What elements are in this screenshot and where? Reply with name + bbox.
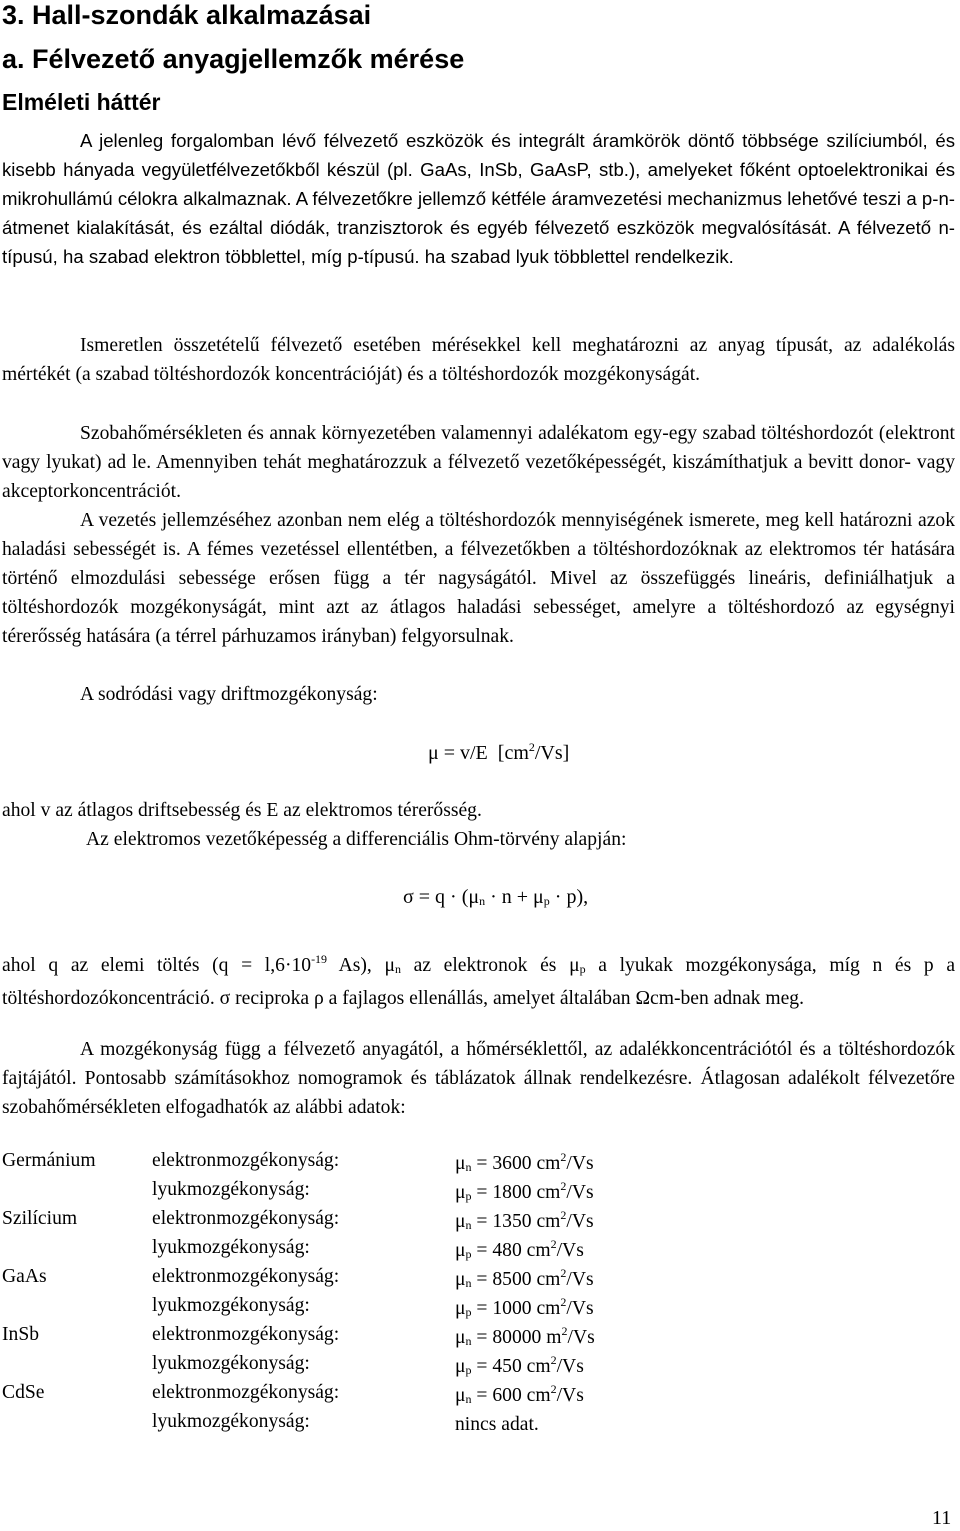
value-number: nincs adat. — [455, 1414, 539, 1435]
property-cell: lyukmozgékonyság: — [152, 1295, 310, 1316]
material-cell: GaAs — [2, 1266, 47, 1287]
property-cell: lyukmozgékonyság: — [152, 1353, 310, 1374]
formula-conductivity-sub-p: p — [543, 894, 550, 908]
mu-symbol: μ — [455, 1327, 466, 1348]
paragraph-mobility-dependence: A mozgékonyság függ a félvezető anyagától, a hőmérséklettől, az adalékkoncentrációtól és a töltéshordozók fajtájától. Pontosabb számításokhoz nomogramok és táblázatok állnak rendelkezésre. Átlagosan adalékolt félvezetőre szobahőmérsékleten elfogadhatók az alábbi adatok: — [2, 1039, 955, 1119]
paragraph-drift-mobility: A sodródási vagy driftmozgékonyság: — [80, 684, 378, 705]
chapter-heading: 3. Hall-szondák alkalmazásai — [2, 0, 372, 30]
mu-symbol: μ — [455, 1356, 466, 1377]
paragraph-charge-definition — [2, 945, 955, 1013]
formula-conductivity-a: σ = q · (μ — [403, 886, 480, 908]
formula-conductivity-c: · p), — [549, 886, 589, 908]
property-cell: lyukmozgékonyság: — [152, 1179, 310, 1200]
value-number: = 600 cm — [471, 1385, 551, 1406]
value-unit: /Vs — [566, 1182, 594, 1203]
value-exponent: 2 — [561, 1324, 568, 1338]
formula-mobility-unit-open: [cm — [497, 742, 529, 764]
formula-conductivity-b: · n + μ — [485, 886, 544, 908]
formula-mobility-unit-exp: 2 — [528, 740, 535, 754]
value-number: = 3600 cm — [471, 1153, 561, 1174]
value-exponent: 2 — [560, 1208, 567, 1222]
mu-symbol: μ — [455, 1211, 466, 1232]
value-cell — [455, 1237, 584, 1262]
mu-symbol: μ — [455, 1153, 466, 1174]
value-cell — [455, 1179, 594, 1204]
table-row — [0, 1208, 960, 1237]
material-cell: Szilícium — [2, 1208, 78, 1229]
charge-text-e: az elektronok és μ — [400, 955, 580, 976]
table-row — [0, 1266, 960, 1295]
material-cell: InSb — [2, 1324, 40, 1345]
mu-symbol: μ — [455, 1298, 466, 1319]
value-cell — [455, 1382, 584, 1407]
value-exponent: 2 — [560, 1266, 567, 1280]
value-cell — [455, 1295, 594, 1320]
paragraph-pn-junction: A félvezetőkre jellemző kétféle áramvezetési mechanizmus lehetővé teszi a p-n-átmenet kialakítását, és ezáltal diódák, tranzisztorok és egyéb félvezető eszközök megvalósítását. A félvezető n-típusú, ha szabad elektron többlettel, míg p-típusú. ha szabad lyuk többlettel rendelkezik. — [2, 188, 955, 268]
value-number: = 480 cm — [471, 1240, 551, 1261]
table-row — [0, 1150, 960, 1179]
table-row — [0, 1382, 960, 1411]
value-cell — [455, 1353, 584, 1378]
value-cell — [455, 1150, 594, 1175]
value-unit: /Vs — [566, 1211, 594, 1232]
charge-sub-p: p — [579, 962, 586, 976]
subsection-heading: Elméleti háttér — [2, 89, 161, 115]
formula-mobility-lhs: μ = v/E — [428, 742, 488, 764]
charge-text-d: As), μ — [327, 955, 395, 976]
property-cell: elektronmozgékonyság: — [152, 1208, 340, 1229]
paragraph-room-temperature: Szobahőmérsékleten és annak környezetében valamennyi adalékatom egy-egy szabad töltéshordozót (elektront vagy lyukat) ad le. Amennyiben tehát meghatározzuk a félvezető vezetőképességét, kiszámíthatjuk a bevitt donor- vagy akceptorkoncentrációt. — [2, 423, 955, 503]
mu-symbol: μ — [455, 1182, 466, 1203]
material-cell: Germánium — [2, 1150, 96, 1171]
paragraph-ohm-law: Az elektromos vezetőképesség a differenciális Ohm-törvény alapján: — [86, 829, 627, 850]
property-cell: lyukmozgékonyság: — [152, 1237, 310, 1258]
value-number: = 80000 m — [471, 1327, 562, 1348]
material-cell: CdSe — [2, 1382, 45, 1403]
mu-subscript: n — [465, 1276, 472, 1290]
mu-symbol: μ — [455, 1385, 466, 1406]
table-row — [0, 1179, 960, 1208]
charge-text-a: ahol q az elemi töltés (q = l,6 — [2, 955, 285, 976]
value-number: = 1800 cm — [471, 1182, 561, 1203]
value-cell — [455, 1411, 539, 1436]
charge-exponent: -19 — [311, 952, 328, 966]
property-cell: lyukmozgékonyság: — [152, 1411, 310, 1432]
property-cell: elektronmozgékonyság: — [152, 1382, 340, 1403]
paragraph-mobility: A vezetés jellemzéséhez azonban nem elég a töltéshordozók mennyiségének ismerete, meg kell határozni azok haladási sebességét is. A fémes vezetéssel ellentétben, a félvezetőkben a töltéshordozóknak az elektromos tér hatására történő elmozdulási sebessége erősen függ a tér nagyságától. Mivel az összefüggés lineáris, definiálhatjuk a töltéshordozók mozgékonyságát, mint azt az átlagos haladási sebességet, amelyre a töltéshordozó az egységnyi térerősség hatására (a térrel párhuzamos irányban) felgyorsulnak. — [2, 510, 955, 648]
mu-subscript: p — [465, 1189, 472, 1203]
value-exponent: 2 — [550, 1382, 557, 1396]
mu-subscript: n — [465, 1160, 472, 1174]
mu-symbol: μ — [455, 1240, 466, 1261]
value-number: = 450 cm — [471, 1356, 551, 1377]
mu-subscript: n — [465, 1218, 472, 1232]
charge-ten: 10 — [291, 955, 312, 976]
value-exponent: 2 — [550, 1237, 557, 1251]
charge-dot: · — [284, 955, 292, 976]
page-number: 11 — [932, 1507, 952, 1529]
mu-subscript: n — [465, 1334, 472, 1348]
formula-mobility-unit-close: /Vs] — [534, 742, 570, 764]
paragraph-intro — [2, 126, 955, 271]
table-row — [0, 1237, 960, 1266]
value-unit: /Vs — [566, 1269, 594, 1290]
paragraph-intro-text: A jelenleg forgalomban lévő félvezető eszközök és integrált áramkörök döntő többsége szilíciumból, és kisebb hányada vegyületfélvezetőkből készül (pl. GaAs, InSb, GaAsP, stb.), amelyeket főként optoelektronikai és mikrohullámú célokra alkalmaznak. — [2, 130, 955, 210]
paragraph-unknown-semiconductor: Ismeretlen összetételű félvezető esetében mérésekkel kell meghatározni az anyag típusát, az adalékolás mértékét (a szabad töltéshordozók koncentrációját) és a töltéshordozók mozgékonyságát. — [2, 335, 955, 386]
table-row — [0, 1295, 960, 1324]
value-cell — [455, 1208, 594, 1233]
value-unit: /Vs — [567, 1327, 595, 1348]
value-unit: /Vs — [556, 1356, 584, 1377]
mu-subscript: p — [465, 1305, 472, 1319]
table-row — [0, 1411, 960, 1440]
mu-symbol: μ — [455, 1269, 466, 1290]
value-exponent: 2 — [560, 1179, 567, 1193]
value-exponent: 2 — [550, 1353, 557, 1367]
property-cell: elektronmozgékonyság: — [152, 1150, 340, 1171]
value-number: = 8500 cm — [471, 1269, 561, 1290]
mu-subscript: p — [465, 1363, 472, 1377]
formula-mobility — [428, 740, 569, 765]
value-unit: /Vs — [566, 1153, 594, 1174]
value-unit: /Vs — [556, 1240, 584, 1261]
table-row — [0, 1324, 960, 1353]
formula-conductivity — [403, 886, 588, 909]
paragraph-drift-definition: ahol v az átlagos driftsebesség és E az elektromos térerősség. — [2, 800, 482, 821]
property-cell: elektronmozgékonyság: — [152, 1266, 340, 1287]
value-number: = 1000 cm — [471, 1298, 561, 1319]
mu-subscript: n — [465, 1392, 472, 1406]
value-cell — [455, 1324, 595, 1349]
value-cell — [455, 1266, 594, 1291]
value-unit: /Vs — [556, 1385, 584, 1406]
property-cell: elektronmozgékonyság: — [152, 1324, 340, 1345]
value-exponent: 2 — [560, 1150, 567, 1164]
table-row — [0, 1353, 960, 1382]
charge-sub-n: n — [394, 962, 401, 976]
value-exponent: 2 — [560, 1295, 567, 1309]
formula-conductivity-sub-n: n — [479, 894, 486, 908]
value-unit: /Vs — [566, 1298, 594, 1319]
section-heading: a. Félvezető anyagjellemzők mérése — [2, 44, 465, 74]
value-number: = 1350 cm — [471, 1211, 561, 1232]
charge-text-f: a lyukak mozgékonysága, míg n és p a töltéshordozókoncentráció. σ reciproka ρ a fajlagos ellenállás, amelyet általában Ωcm-ben adnak meg. — [2, 955, 956, 1010]
mu-subscript: p — [465, 1247, 472, 1261]
